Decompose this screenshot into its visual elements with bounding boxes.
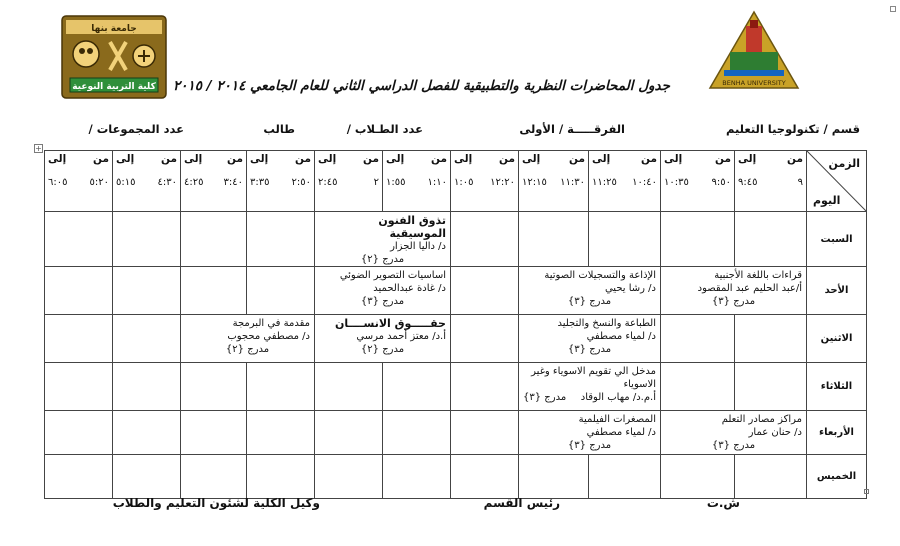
row-tuesday bbox=[45, 363, 867, 411]
logo-university-caption: BENHA UNIVERSITY bbox=[722, 79, 786, 87]
time-slot-11: من إلى ٥:٢٠ ٦:٠٥ bbox=[45, 151, 113, 212]
course-human-rights: حقـــــوق الانســــان أ.د/ معتز أحمد مرسي مدرج {٢} bbox=[315, 315, 451, 363]
time-slot-9: من إلى ٣:٤٠ ٤:٢٥ bbox=[181, 151, 247, 212]
time-slot-3: من إلى ١٠:٤٠ ١١:٢٥ bbox=[589, 151, 661, 212]
day-thursday: الخميس bbox=[807, 455, 867, 499]
row-monday bbox=[45, 315, 867, 363]
day-tuesday: الثلاثاء bbox=[807, 363, 867, 411]
info-row bbox=[40, 122, 860, 140]
corner-cell bbox=[807, 151, 867, 212]
schedule-table bbox=[44, 150, 867, 499]
time-slot-6: من إلى ١:١٠ ١:٥٥ bbox=[383, 151, 451, 212]
course-radio-recordings: الإذاعة والتسجيلات الصوتية د/ رشا يحيي مدرج {٣} bbox=[519, 267, 661, 315]
time-axis-label: الزمن bbox=[828, 157, 860, 170]
time-slot-5: من إلى ١٢:٢٠ ١:٠٥ bbox=[451, 151, 519, 212]
course-printing-binding: الطباعة والنسخ والتجليد د/ لمياء مصطفي مدرج {٣} bbox=[519, 315, 661, 363]
time-slot-10: من إلى ٤:٣٠ ٥:١٥ bbox=[113, 151, 181, 212]
day-saturday: السبت bbox=[807, 212, 867, 267]
course-programming-intro: مقدمة في البرمجة د/ مصطفي محجوب مدرج {٢} bbox=[181, 315, 315, 363]
day-sunday: الأحد bbox=[807, 267, 867, 315]
course-photography-basics: اساسيات التصوير الضوئي د/ غادة عبدالحميد مدرج {٣} bbox=[315, 267, 451, 315]
time-slot-8: من إلى ٢:٥٠ ٣:٣٥ bbox=[247, 151, 315, 212]
day-axis-label: اليوم bbox=[813, 194, 841, 207]
day-wednesday: الأربعاء bbox=[807, 411, 867, 455]
window-corner-marker bbox=[890, 6, 896, 12]
course-learning-resources: مراكز مصادر التعلم د/ حنان عمار مدرج {٣} bbox=[661, 411, 807, 455]
year-label: الفرقـــــة / الأولى bbox=[519, 122, 625, 136]
day-monday: الاثنين bbox=[807, 315, 867, 363]
row-saturday bbox=[45, 212, 867, 267]
course-foreign-readings: قراءات باللغة الأجنبية أ/عبد الحليم عبد المقصود مدرج {٣} bbox=[661, 267, 807, 315]
time-slot-7: من إلى ٢ ٢:٤٥ bbox=[315, 151, 383, 212]
row-thursday bbox=[45, 455, 867, 499]
page-title: جدول المحاضرات النظرية والتطبيقية للفصل الدراسي الثاني للعام الجامعي ٢٠١٤ / ٢٠١٥ bbox=[172, 78, 670, 94]
university-logo bbox=[706, 8, 802, 92]
logo-university-text: جامعة بنها bbox=[91, 24, 137, 34]
time-slot-4: من إلى ١١:٣٠ ١٢:١٥ bbox=[519, 151, 589, 212]
students-count-label: عدد الطـلاب / bbox=[346, 122, 423, 136]
time-header-row bbox=[45, 151, 867, 212]
table-move-handle[interactable]: + bbox=[35, 144, 42, 153]
student-unit-label: طالب bbox=[263, 122, 295, 136]
signature-footer bbox=[100, 496, 800, 514]
course-assessment-intro: مدخل الي تقويم الاسوياء وغير الاسوياء أ.م.د/ مهاب الوقاد مدرج {٣} bbox=[519, 363, 661, 411]
groups-count-label: عدد المجموعات / bbox=[88, 122, 184, 136]
logo-faculty-text: كلية التربية النوعية bbox=[72, 82, 156, 92]
table-end-marker bbox=[864, 489, 869, 494]
faculty-logo bbox=[60, 14, 168, 100]
department-label: قسم / تكنولوجيا التعليم bbox=[725, 122, 860, 136]
course-music-appreciation: تذوق الفنون الموسيقية د/ داليا الجزار مدرج {٢} bbox=[315, 212, 451, 267]
signature-vice-dean: وكيل الكلية لشئون التعليم والطلاب bbox=[112, 496, 320, 510]
row-wednesday bbox=[45, 411, 867, 455]
time-slot-2: من إلى ٩:٥٠ ١٠:٣٥ bbox=[661, 151, 735, 212]
course-microfilm: المصغرات الفيلمية د/ لمياء مصطفي مدرج {٣} bbox=[519, 411, 661, 455]
time-slot-1: من إلى ٩ ٩:٤٥ bbox=[735, 151, 807, 212]
row-sunday bbox=[45, 267, 867, 315]
signature-staff: ش.ت bbox=[706, 496, 740, 510]
signature-department-head: رئيس القسم bbox=[483, 496, 560, 510]
